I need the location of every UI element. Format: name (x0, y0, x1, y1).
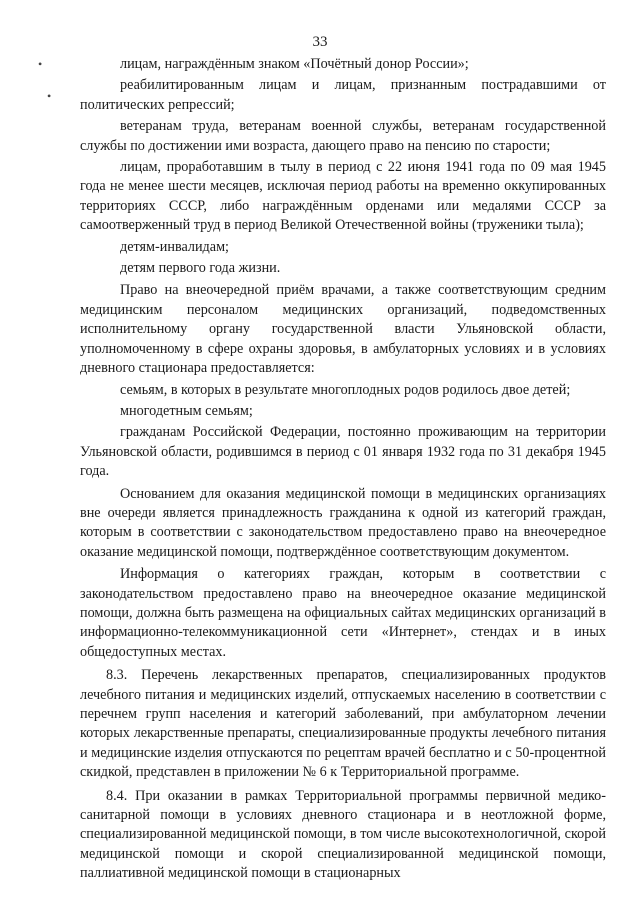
paragraph: Право на внеочередной приём врачами, а также соответствующим средним медицинским персоналом медицинских организаций, подведомственных исполнительному органу государственной власти Ульяновской области, уполномоченному в сфере охраны здоровья, в амбулаторных условиях и в условиях дневного стационара предоставляется: (80, 282, 606, 377)
page-number: 33 (312, 34, 328, 50)
paragraph: Основанием для оказания медицинской помощи в медицинских организациях вне очереди является принадлежность гражданина к одной из категорий граждан, которым в соответствии с законодательством предоставлено право на внеочередное оказание медицинской помощи, подтверждённое соответствующим документом. (80, 485, 606, 560)
list-item: многодетным семьям; (120, 402, 253, 419)
paragraph: Информация о категориях граждан, которым в соответствии с законодательством предоставлено право на внеочередное оказание медицинской помощи, должна быть размещена на официальных сайтах медицинских организаций в информационно-телекоммуникационной сети «Интернет», стендах и в иных общедоступных местах. (80, 566, 606, 660)
list-item: гражданам Российской Федерации, постоянно проживающим на территории Ульяновской области, родившимся в период с 01 января 1932 года по 31 декабря 1945 года. (80, 424, 606, 480)
list-item: лицам, награждённым знаком «Почётный донор России»; (120, 56, 469, 72)
section-paragraph: 8.4. При оказании в рамках Территориальной программы первичной медико-санитарной помощи в условиях дневного стационара и в неотложной форме, специализированной медицинской помощи, в том числе высокотехнологичной, скорой медицинской помощи и скорой специализированной медицинской помощи, паллиативной медицинской помощи в стационарных (80, 787, 606, 882)
list-item: лицам, проработавшим в тылу в период с 22 июня 1941 года по 09 мая 1945 года не менее шести месяцев, исключая период работы на временно оккупированных территориях СССР, либо награждённым орденами или медалями СССР за самоотверженный труд в период Великой Отечественной войны (труженики тыла); (80, 159, 606, 234)
section-paragraph: 8.3. Перечень лекарственных препаратов, специализированных продуктов лечебного питания и медицинских изделий, отпускаемых населению в соответствии с перечнем групп населения и категорий заболеваний, при амбулаторном лечении которых лекарственные препараты, специализированные продукты лечебного питания и медицинские изделия отпускаются по рецептам врачей бесплатно и с 50-процентной скидкой, представлен в приложении № 6 к Территориальной программе. (80, 667, 606, 781)
margin-dot: • (47, 89, 52, 103)
list-item: детям первого года жизни. (120, 260, 281, 277)
list-item: семьям, в которых в результате многоплодных родов родилось двое детей; (120, 381, 571, 398)
margin-dot: • (38, 57, 43, 71)
list-item: ветеранам труда, ветеранам военной службы, ветеранам государственной службы по достижении ими возраста, дающего право на пенсию по старости; (80, 118, 606, 154)
body-text (80, 55, 606, 884)
list-item: реабилитированным лицам и лицам, признанным пострадавшими от политических репрессий; (80, 77, 606, 113)
list-item: детям-инвалидам; (120, 238, 229, 255)
